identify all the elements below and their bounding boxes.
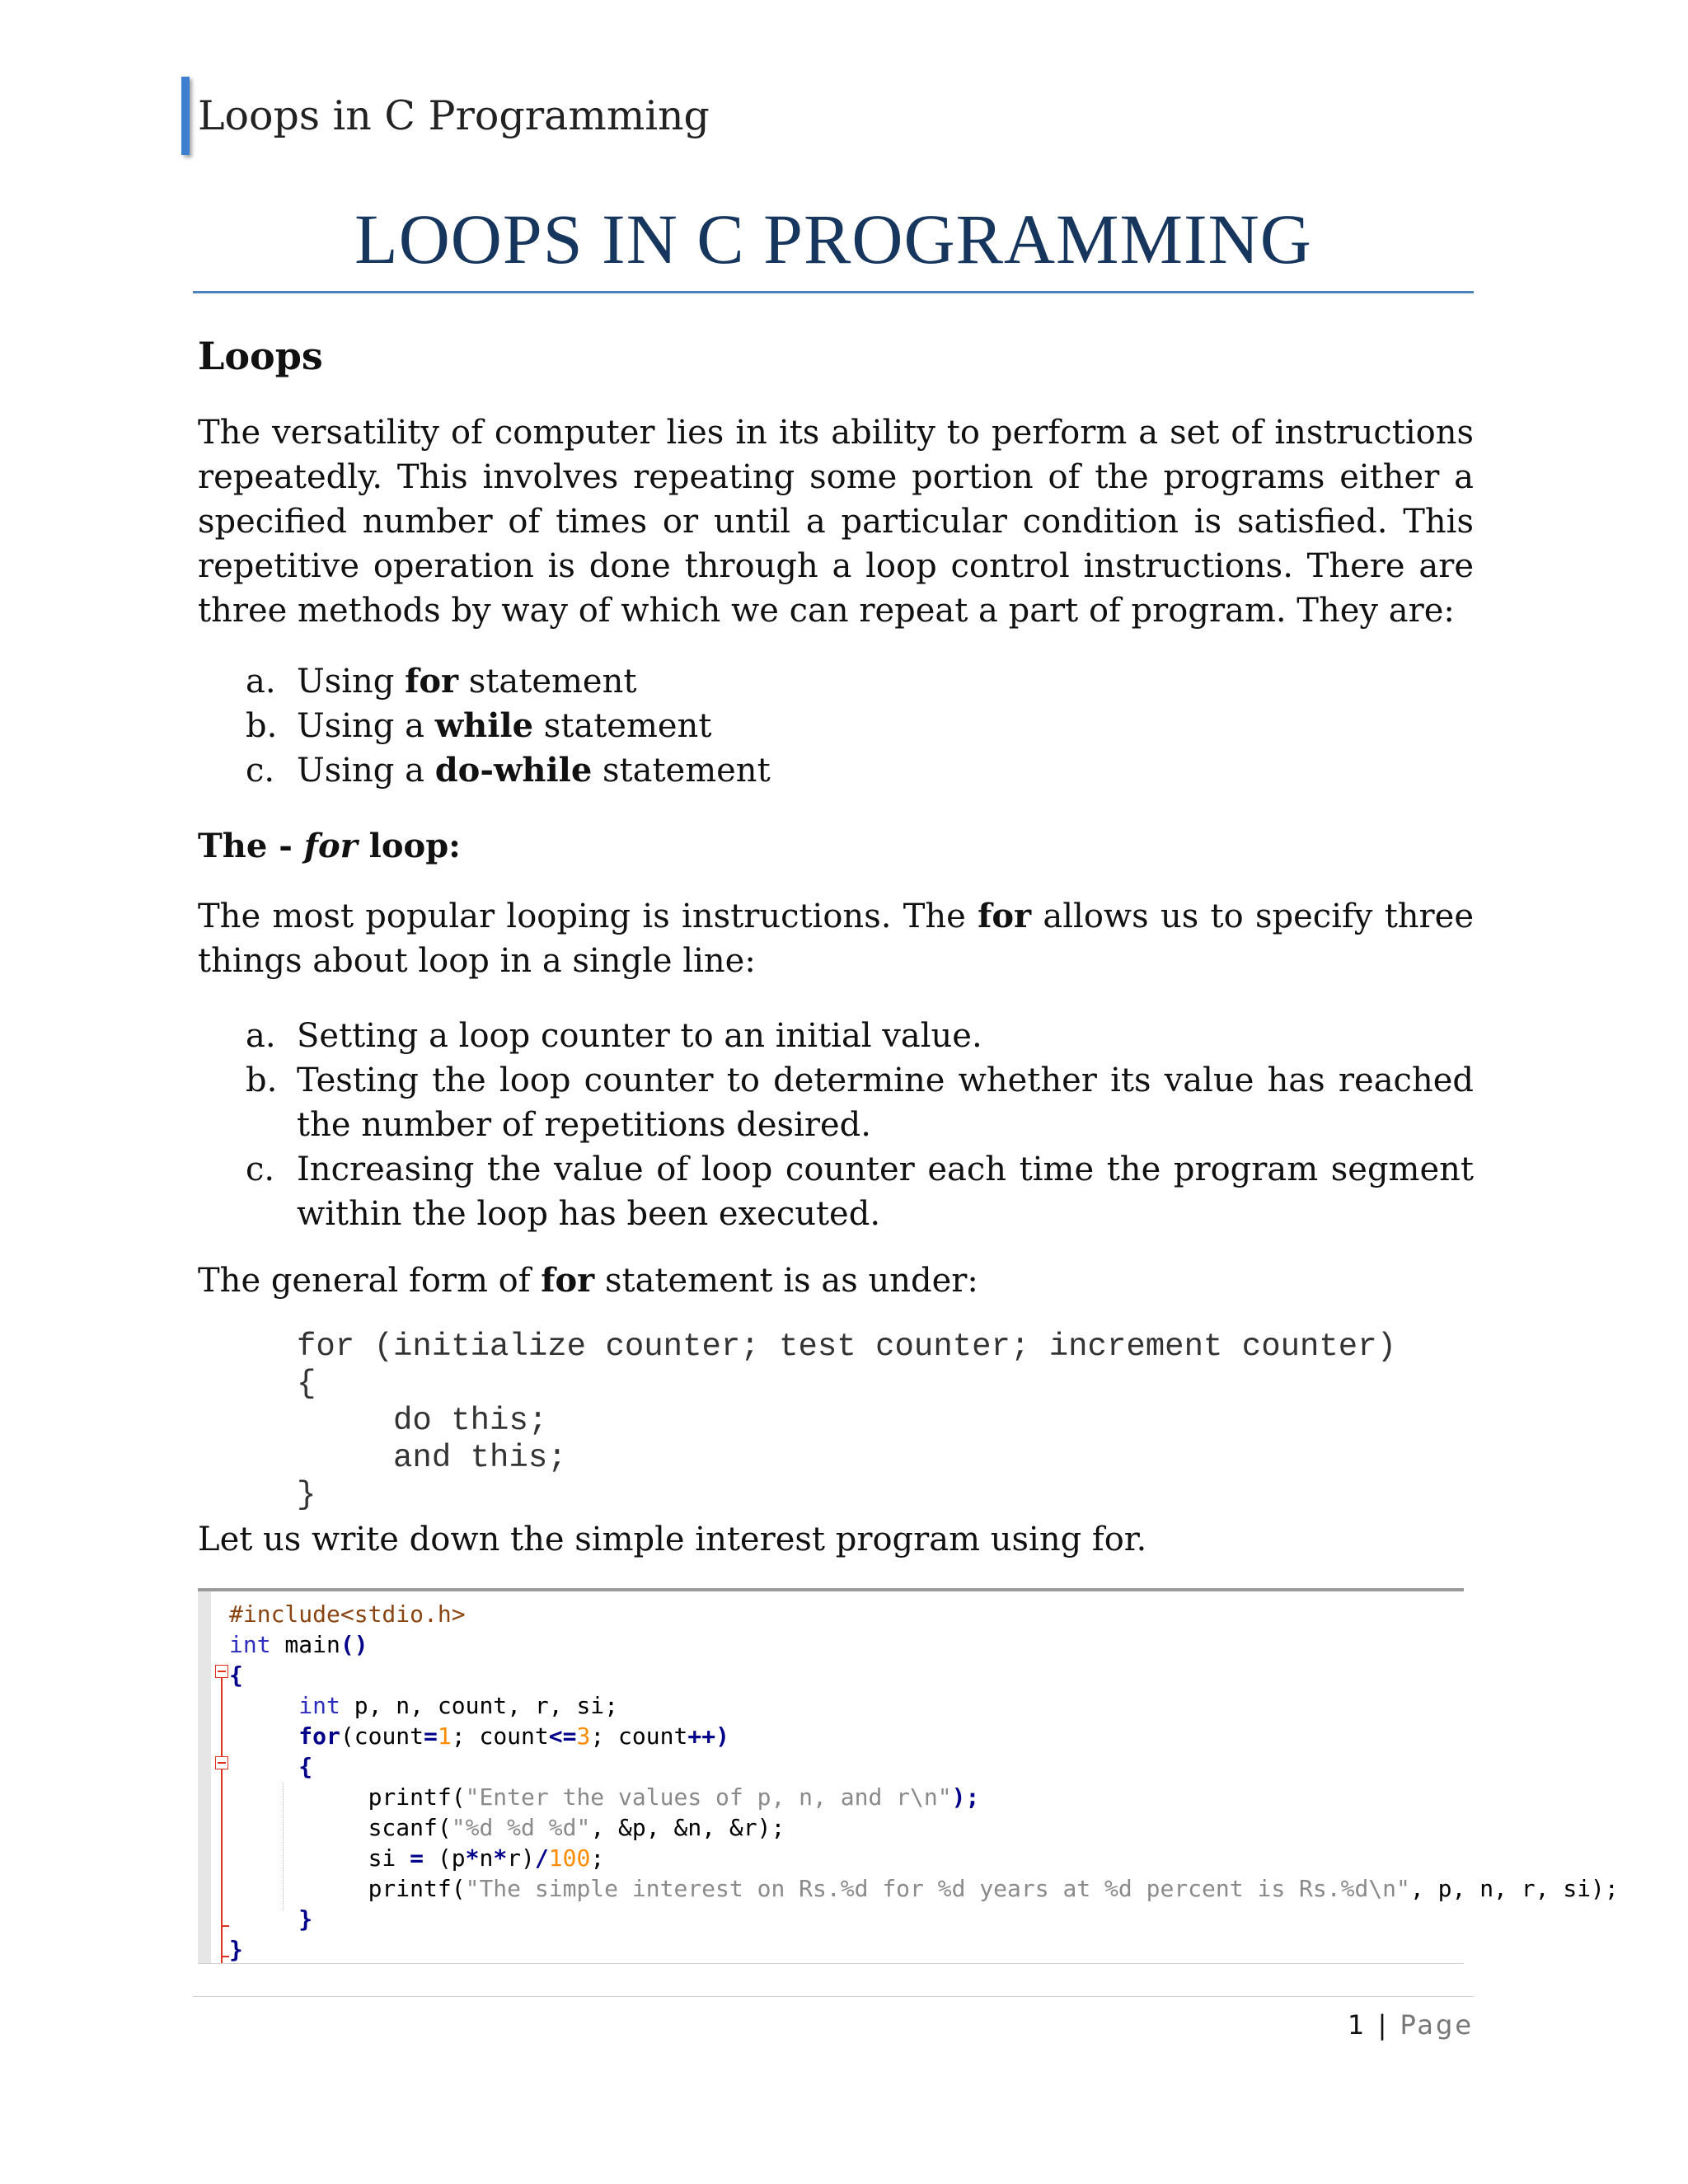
list-item: a. Using for statement — [246, 662, 637, 701]
list-item: b. Using a while statement — [246, 706, 712, 745]
fold-end-tick — [221, 1956, 229, 1957]
collapse-icon[interactable] — [215, 1756, 228, 1769]
header-accent-bar — [181, 77, 190, 155]
list-item: a. Setting a loop counter to an initial value. — [246, 1017, 982, 1055]
example-intro: Let us write down the simple interest program using for. — [198, 1521, 1147, 1558]
loop-methods-list — [198, 659, 1474, 793]
document-title: LOOPS IN C PROGRAMMING — [354, 199, 1312, 279]
section-heading-loops: Loops — [198, 334, 323, 378]
editor-gutter — [198, 1591, 211, 1964]
list-item: c. Increasing the value of loop counter each time the program segment within the loop has been executed. — [246, 1151, 1474, 1233]
footer-rule — [193, 1996, 1474, 1997]
fold-end-tick — [221, 1925, 229, 1927]
code-listing: #include<stdio.h> int main() { int p, n, count, r, si; for(count=1; count<=3; count++) { printf("Enter the values of p, n, and r\n"); scanf("%d %d %d", &p, &n, &r); si = (p*n*r)/100; printf("The simple interest on Rs.%d for %d years at %d percent is Rs.%d\n", p, n, r, si); } } — [229, 1601, 1619, 1963]
collapse-icon[interactable] — [215, 1665, 228, 1678]
intro-paragraph: The versatility of computer lies in its ability to perform a set of instructions repeatedly. This involves repeating some portion of the programs either a specified number of times or until a particular condition is satisfied. This repetitive operation is done through a loop control instructions. There are three methods by way of which we can repeat a part of program. They are: — [198, 414, 1474, 630]
general-form-intro: The general form of for statement is as under: — [198, 1261, 978, 1300]
page-number: 1 | Page — [1348, 2009, 1474, 2041]
running-header: Loops in C Programming — [198, 92, 710, 139]
title-underline — [193, 291, 1474, 293]
for-intro-paragraph: The most popular looping is instructions. The for allows us to specify three things about loop in a single line: — [198, 897, 1474, 980]
code-screenshot-top-border — [198, 1588, 1464, 1591]
list-item: b. Testing the loop counter to determine whether its value has reached the number of repetitions desired. — [246, 1062, 1474, 1144]
general-form-code: for (initialize counter; test counter; increment counter) { do this; and this; } — [297, 1329, 1397, 1513]
fold-line — [221, 1671, 223, 1963]
list-item: c. Using a do-while statement — [246, 751, 771, 790]
for-steps-list — [198, 1014, 1474, 1236]
section-heading-for-loop: The - for loop: — [198, 827, 461, 865]
